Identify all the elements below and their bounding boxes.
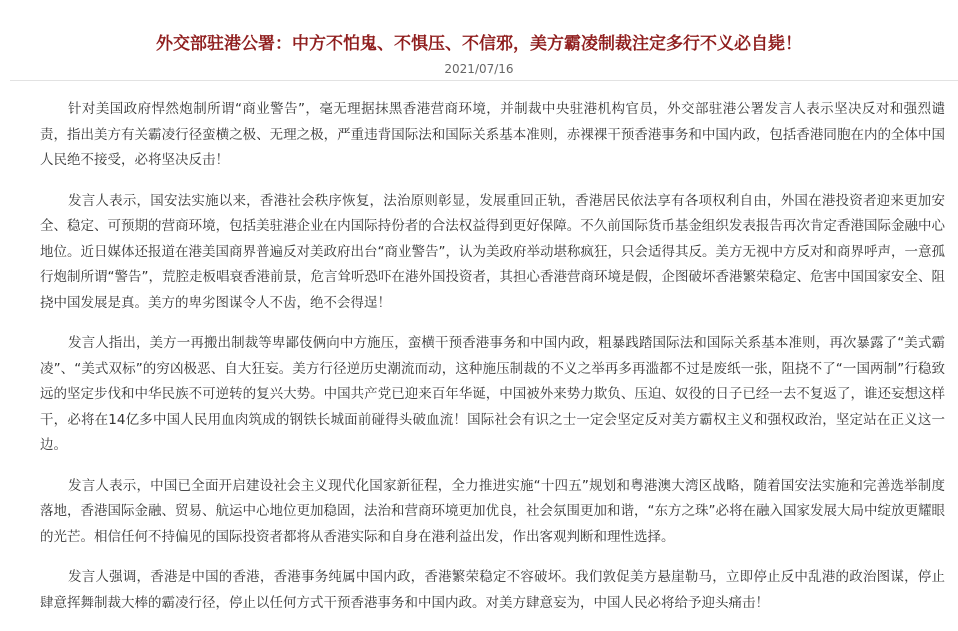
paragraph: 针对美国政府悍然炮制所谓“商业警告”，毫无理据抹黑香港营商环境，并制裁中央驻港机构官员，外交部驻港公署发言人表示坚决反对和强烈谴责，指出美方有关霸凌行径蛮横之极、无理之极，严重违背国际法和国际关系基本准则，赤裸裸干预香港事务和中国内政，包括香港同胞在内的全体中国人民绝不接受，必将坚决反击！ [40, 101, 945, 168]
paragraph: 发言人指出，美方一再搬出制裁等卑鄙伎俩向中方施压，蛮横干预香港事务和中国内政，粗暴践踏国际法和国际关系基本准则，再次暴露了“美式霸凌”、“美式双标”的穷凶极恶、自大狂妄。美方行径逆历史潮流而动，这种施压制裁的不义之举再多再滥都不过是废纸一张，阻挠不了“一国两制”行稳致远的坚定步伐和中华民族不可逆转的复兴大势。中国共产党已迎来百年华诞，中国被外来势力欺负、压迫、奴役的日子已经一去不复返了，谁还妄想这样干，必将在14亿多中国人民用血肉筑成的钢铁长城面前碰得头破血流！国际社会有识之士一定会坚定反对美方霸权主义和强权政治，坚定站在正义这一边。 [40, 335, 945, 453]
paragraph: 发言人强调，香港是中国的香港，香港事务纯属中国内政，香港繁荣稳定不容破坏。我们敦促美方悬崖勒马，立即停止反中乱港的政治图谋，停止肆意挥舞制裁大棒的霸凌行径，停止以任何方式干预香港事务和中国内政。对美方肆意妄为，中国人民必将给予迎头痛击！ [40, 569, 945, 611]
paragraph: 发言人表示，中国已全面开启建设社会主义现代化国家新征程，全力推进实施“十四五”规划和粤港澳大湾区战略，随着国安法实施和完善选举制度落地，香港国际金融、贸易、航运中心地位更加稳固，法治和营商环境更加优良，社会氛围更加和谐，“东方之珠”必将在融入国家发展大局中绽放更耀眼的光芒。相信任何不持偏见的国际投资者都将从香港实际和自身在港利益出发，作出客观判断和理性选择。 [40, 477, 945, 545]
article-date: 2021/07/16 [444, 62, 514, 76]
paragraph: 发言人表示，国安法实施以来，香港社会秩序恢复，法治原则彰显，发展重回正轨，香港居民依法享有各项权利自由，外国在港投资者迎来更加安全、稳定、可预期的营商环境，包括美驻港企业在内国际持份者的合法权益得到更好保障。不久前国际货币基金组织发表报告再次肯定香港国际金融中心地位。近日媒体还报道在港美国商界普遍反对美政府出台“商业警告”，认为美政府举动堪称疯狂，只会适得其反。美方无视中方反对和商界呼声，一意孤行炮制所谓“警告”，荒腔走板唱衰香港前景，危言耸听恐吓在港外国投资者，其担心香港营商环境是假，企图破坏香港繁荣稳定、危害中国国家安全、阻挠中国发展是真。美方的卑劣图谋令人不齿，绝不会得逞！ [40, 192, 945, 311]
article-body [40, 97, 945, 631]
title-divider [10, 80, 958, 81]
article-title: 外交部驻港公署：中方不怕鬼、不惧压、不信邪，美方霸凌制裁注定多行不义必自毙！ [156, 34, 802, 54]
